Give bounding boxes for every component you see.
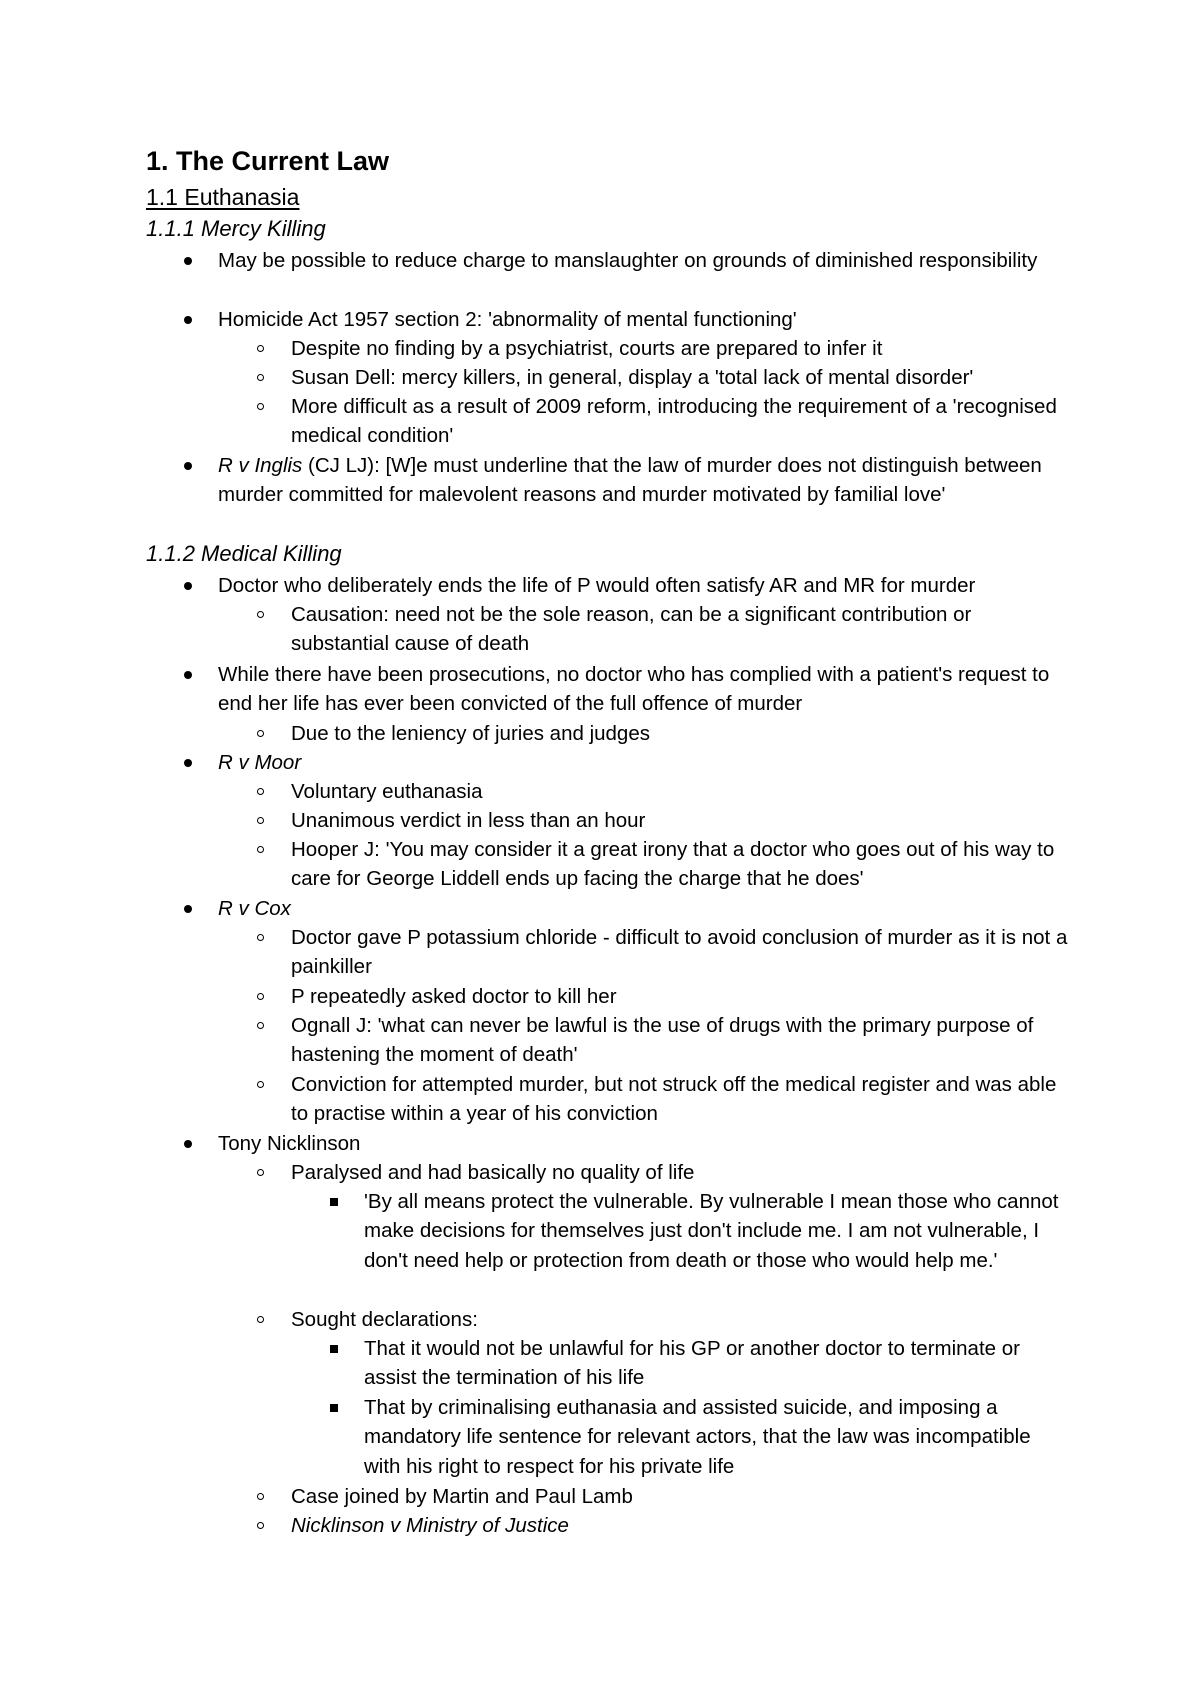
subsection-heading-mercy-killing: 1.1.1 Mercy Killing: [146, 216, 326, 241]
list-item: [291, 334, 1071, 363]
list-item: [291, 777, 1071, 806]
circle-bullet-icon: [257, 934, 264, 941]
list-item-text: (CJ LJ): [W]e must underline that the law of murder does not distinguish between murder committed for malevolent reasons and murder motivated by familial love': [218, 454, 1042, 507]
circle-bullet-icon: [257, 1522, 264, 1529]
list-item-text: Doctor gave P potassium chloride - difficult to avoid conclusion of murder as it is not a painkiller: [291, 926, 1068, 979]
list-item-text: Susan Dell: mercy killers, in general, display a 'total lack of mental disorder': [291, 366, 974, 389]
case-name: R v Inglis: [218, 454, 303, 477]
case-name: R v Moor: [218, 751, 302, 774]
list-item: [291, 1158, 1071, 1187]
disc-bullet-icon: [184, 905, 192, 913]
circle-bullet-icon: [257, 1493, 264, 1500]
disc-bullet-icon: [184, 462, 192, 470]
list-item: [291, 835, 1071, 894]
list-item-text: Unanimous verdict in less than an hour: [291, 809, 646, 832]
disc-bullet-icon: [184, 316, 192, 324]
list-item-text: Ognall J: 'what can never be lawful is the use of drugs with the primary purpose of hastening the moment of death': [291, 1014, 1034, 1067]
list-item: [291, 923, 1071, 982]
list-item-text: Case joined by Martin and Paul Lamb: [291, 1485, 633, 1508]
list-item: [218, 894, 1068, 923]
section-heading-euthanasia: 1.1 Euthanasia: [146, 184, 300, 210]
subsection-heading-medical-killing: 1.1.2 Medical Killing: [146, 541, 342, 566]
list-item: [291, 1070, 1071, 1129]
list-item-text: Conviction for attempted murder, but not struck off the medical register and was able to practise within a year of his conviction: [291, 1073, 1057, 1126]
circle-bullet-icon: [257, 788, 264, 795]
list-item: [218, 451, 1068, 510]
circle-bullet-icon: [257, 1316, 264, 1323]
circle-bullet-icon: [257, 345, 264, 352]
list-item: [218, 571, 1068, 600]
list-item: [291, 1011, 1071, 1070]
list-item: [291, 363, 1071, 392]
list-item: [291, 806, 1071, 835]
list-item-text: Hooper J: 'You may consider it a great irony that a doctor who goes out of his way to care for George Liddell ends up facing the charge that he does': [291, 838, 1055, 891]
circle-bullet-icon: [257, 730, 264, 737]
circle-bullet-icon: [257, 374, 264, 381]
circle-bullet-icon: [257, 817, 264, 824]
square-bullet-icon: [330, 1345, 338, 1353]
list-item: [291, 1511, 1071, 1540]
list-item: [364, 1334, 1071, 1393]
list-item-text: More difficult as a result of 2009 reform, introducing the requirement of a 'recognised medical condition': [291, 395, 1057, 448]
list-item-text: Paralysed and had basically no quality of life: [291, 1161, 695, 1184]
list-item-text: Despite no finding by a psychiatrist, courts are prepared to infer it: [291, 337, 883, 360]
list-item: [291, 982, 1071, 1011]
circle-bullet-icon: [257, 846, 264, 853]
list-item-text: Doctor who deliberately ends the life of P would often satisfy AR and MR for murder: [218, 574, 976, 597]
disc-bullet-icon: [184, 671, 192, 679]
list-item: [218, 1129, 1068, 1158]
page-title: 1. The Current Law: [146, 146, 390, 176]
disc-bullet-icon: [184, 582, 192, 590]
list-item: [218, 305, 1068, 334]
circle-bullet-icon: [257, 403, 264, 410]
disc-bullet-icon: [184, 257, 192, 265]
square-bullet-icon: [330, 1404, 338, 1412]
list-item: [291, 1305, 1071, 1334]
disc-bullet-icon: [184, 1140, 192, 1148]
list-item-text: Homicide Act 1957 section 2: 'abnormality of mental functioning': [218, 308, 797, 331]
list-item: [291, 600, 1071, 659]
list-item-text: That by criminalising euthanasia and assisted suicide, and imposing a mandatory life sentence for relevant actors, that the law was incompatible with his right to respect for his private life: [364, 1396, 1031, 1478]
list-item-text: P repeatedly asked doctor to kill her: [291, 985, 617, 1008]
list-item-text: While there have been prosecutions, no doctor who has complied with a patient's request to end her life has ever been convicted of the full offence of murder: [218, 663, 1050, 716]
list-item: [364, 1187, 1071, 1275]
circle-bullet-icon: [257, 1169, 264, 1176]
square-bullet-icon: [330, 1198, 338, 1206]
disc-bullet-icon: [184, 759, 192, 767]
list-item-text: Tony Nicklinson: [218, 1132, 361, 1155]
circle-bullet-icon: [257, 1022, 264, 1029]
case-name: R v Cox: [218, 897, 291, 920]
list-item-text: Voluntary euthanasia: [291, 780, 483, 803]
list-item: [218, 246, 1068, 275]
circle-bullet-icon: [257, 611, 264, 618]
circle-bullet-icon: [257, 1081, 264, 1088]
case-name: Nicklinson v Ministry of Justice: [291, 1514, 569, 1537]
list-item: [218, 748, 1068, 777]
list-item: [291, 719, 1071, 748]
list-item: [218, 660, 1068, 719]
list-item-text: May be possible to reduce charge to manslaughter on grounds of diminished responsibility: [218, 249, 1038, 272]
list-item-text: That it would not be unlawful for his GP or another doctor to terminate or assist the termination of his life: [364, 1337, 1020, 1390]
list-item-text: 'By all means protect the vulnerable. By vulnerable I mean those who cannot make decisions for themselves just don't include me. I am not vulnerable, I don't need help or protection from death or those who would help me.': [364, 1190, 1059, 1272]
list-item: [291, 1482, 1071, 1511]
list-item-text: Sought declarations:: [291, 1308, 478, 1331]
list-item: [291, 392, 1071, 451]
circle-bullet-icon: [257, 993, 264, 1000]
list-item-text: Causation: need not be the sole reason, can be a significant contribution or substantial cause of death: [291, 603, 972, 656]
list-item: [364, 1393, 1071, 1481]
list-item-text: Due to the leniency of juries and judges: [291, 722, 650, 745]
